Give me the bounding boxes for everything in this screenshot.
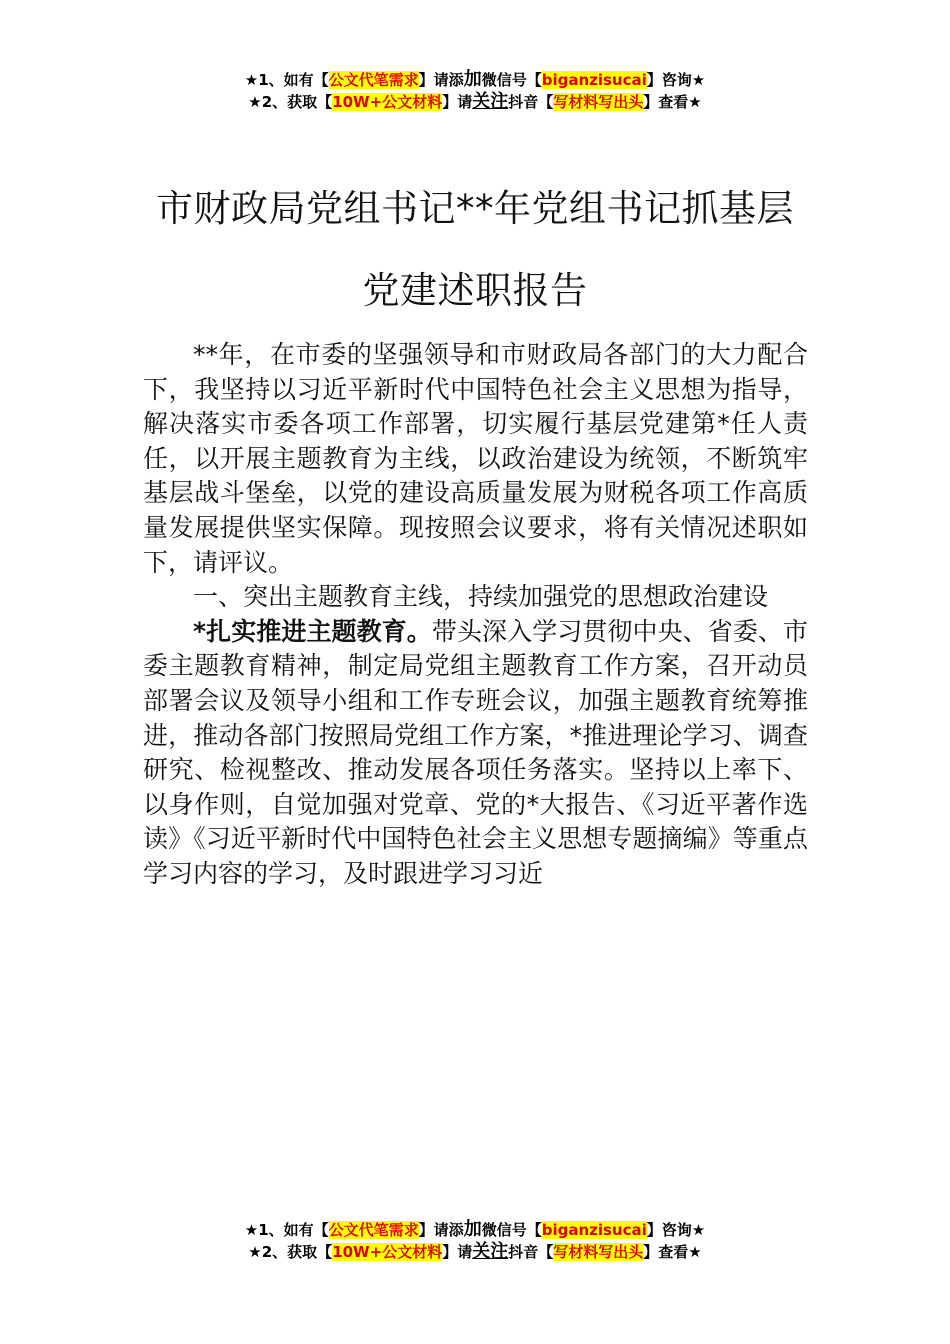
section-heading: 一、突出主题教育主线，持续加强党的思想政治建设 [193,582,769,612]
promo-line-2: ★2、获取【10W+公文材料】请关注抖音【写材料写出头】查看★ [248,1241,702,1262]
document-body [143,338,808,892]
document-title: 市财政局党组书记**年党组书记抓基层党建述职报告 [156,187,794,312]
highlight-writing-service: 公文代笔需求 [328,1221,419,1239]
paragraph-text: 带头深入学习贯彻中央、省委、市委主题教育精神，制定局党组主题教育工作方案，召开动员部署会议及领导小组和工作专班会议，加强主题教育统筹推进，推动各部门按照局党组工作方案，*推进理论学习、调查研究、检视整改、推动发展各项任务落实。坚持以上率下、以身作则，自觉加强对党章、党的*大报告、《习近平著作选读》《习近平新时代中国特色社会主义思想专题摘编》等重点学习内容的学习，及时跟进学习习近 [143,616,808,888]
highlight-materials: 10W+公文材料 [332,1243,443,1261]
promo-line-1: ★1、如有【公文代笔需求】请添加微信号【biganzisucai】咨询★ [244,1219,706,1240]
paragraph-lead: *扎实推进主题教育。 [193,616,432,646]
highlight-wechat-id: biganzisucai [541,71,647,89]
highlight-writing-service: 公文代笔需求 [328,71,419,89]
promo-line-1: ★1、如有【公文代笔需求】请添加微信号【biganzisucai】咨询★ [244,69,706,90]
highlight-douyin-account: 写材料写出头 [553,93,644,111]
header-promo [0,69,950,113]
section-paragraph [143,615,808,892]
footer-promo [0,1219,950,1263]
highlight-wechat-id: biganzisucai [541,1221,647,1239]
highlight-materials: 10W+公文材料 [332,93,443,111]
intro-paragraph: **年，在市委的坚强领导和市财政局各部门的大力配合下，我坚持以习近平新时代中国特色社会主义思想为指导，解决落实市委各项工作部署，切实履行基层党建第*任人责任，以开展主题教育为主线，以政治建设为统领，不断筑牢基层战斗堡垒，以党的建设高质量发展为财税各项工作高质量发展提供坚实保障。现按照会议要求，将有关情况述职如下，请评议。 [143,340,808,577]
promo-line-2: ★2、获取【10W+公文材料】请关注抖音【写材料写出头】查看★ [248,91,702,112]
highlight-douyin-account: 写材料写出头 [553,1243,644,1261]
